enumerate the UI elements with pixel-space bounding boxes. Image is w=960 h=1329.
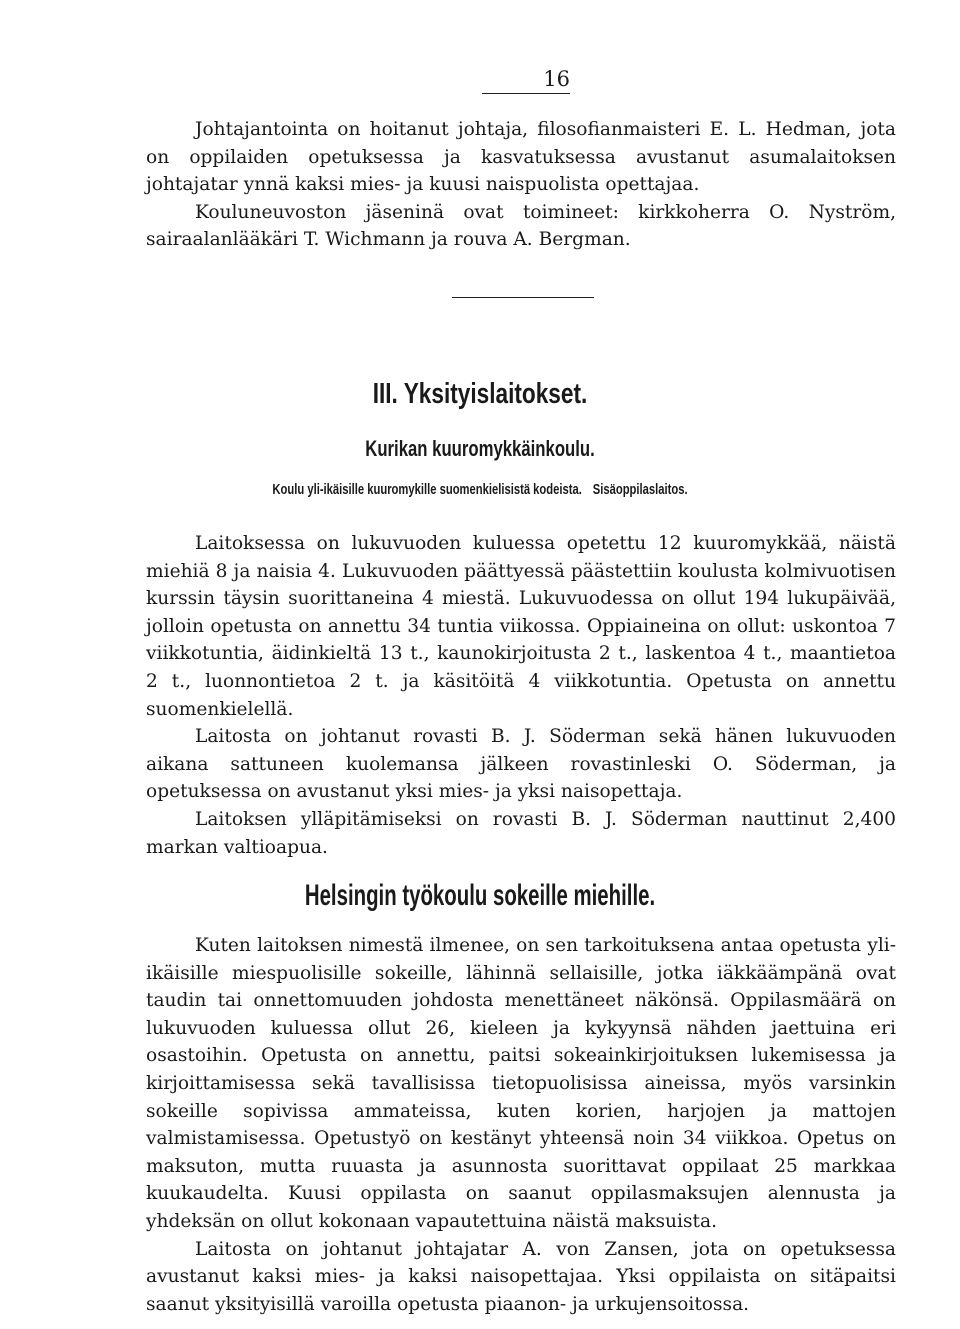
section-heading: III. Yksityislaitokset. xyxy=(372,378,588,410)
intro-paragraph-1: Johtajantointa on hoitanut johtaja, filosofianmaisteri E. L. Hedman, jota on oppilaiden opetuksessa ja kasvatuksessa avustanut asumalaitoksen johtajatar ynnä kaksi mies- ja kuusi naispuolista opettajaa. xyxy=(146,119,896,196)
school-1-body xyxy=(146,530,896,861)
intro-paragraph-2: Kouluneuvoston jäseninä ovat toimineet: kirkkoherra O. Nyström, sairaalanlääkäri T. Wichmann ja rouva A. Bergman. xyxy=(146,201,896,251)
school-1-paragraph-2: Laitosta on johtanut rovasti B. J. Söderman sekä hänen lukuvuoden aikana sattuneen kuolemansa jälkeen rovastinleski O. Söderman, ja opetuksessa on avustanut yksi mies- ja yksi naisopettaja. xyxy=(146,726,896,803)
school-2-paragraph-2: Laitosta on johtanut johtajatar A. von Zansen, jota on opetuksessa avustanut kaksi mies- ja kaksi naisopettajaa. Yksi oppilaista on sitäpaitsi saanut yksityisillä varoilla opetusta piaanon- ja urkujensoitossa. xyxy=(146,1238,896,1315)
school-2-body xyxy=(146,932,896,1318)
page-number: 16 xyxy=(482,66,570,94)
school-1-title: Kurikan kuuromykkäinkoulu. xyxy=(365,436,595,461)
intro-text xyxy=(146,116,896,254)
school-2-title: Helsingin työkoulu sokeille miehille. xyxy=(304,879,656,912)
school-1-paragraph-1: Laitoksessa on lukuvuoden kuluessa opetettu 12 kuuromykkää, näistä miehiä 8 ja naisia 4. Lukuvuoden päättyessä päästettiin koulusta kolmivuotisen kurssin täysin suorittaneina 4 miestä. Lukuvuodessa on ollut 194 lukupäivää, jolloin opetusta on annettu 34 tuntia viikossa. Oppiaineina on ollut: uskontoa 7 viikkotuntia, äidinkieltä 13 t., kaunokirjoitusta 2 t., laskentoa 4 t., maantietoa 2 t., luonnontietoa 2 t. ja käsitöitä 4 viikkotuntia. Opetusta on annettu suomenkielellä. xyxy=(146,533,896,720)
school-1-paragraph-3: Laitoksen ylläpitämiseksi on rovasti B. J. Söderman nauttinut 2,400 markan valtioapua. xyxy=(146,808,896,858)
school-2-paragraph-1: Kuten laitoksen nimestä ilmenee, on sen tarkoituksena antaa opetusta yli-ikäisille miespuolisille sokeille, lähinnä sellaisille, jotka iäkkäämpänä ovat taudin tai onnettomuuden johdosta menettäneet näkönsä. Oppilasmäärä on lukuvuoden kuluessa ollut 26, kieleen ja kykyynsä nähden jaettuina eri osastoihin. Opetusta on annettu, paitsi sokeainkirjoituksen lukemisessa ja kirjoittamisessa sekä tavallisissa tietopuolisissa aineissa, myös varsinkin sokeille sopivissa ammateissa, kuten korien, harjojen ja mattojen valmistamisessa. Opetustyö on kestänyt yhteensä noin 34 viikkoa. Opetus on maksuton, mutta ruuasta ja asunnosta suorittavat oppilaat 25 markkaa kuukaudelta. Kuusi oppilasta on saanut oppilasmaksujen alennusta ja yhdeksän on ollut kokonaan vapautettuina näistä maksuista. xyxy=(146,935,896,1232)
school-1-subtitle-a: Koulu yli-ikäisille kuuromykille suomenkielisistä kodeista. xyxy=(272,482,582,498)
school-1-subtitle xyxy=(106,482,855,498)
school-1-subtitle-b: Sisäoppilaslaitos. xyxy=(592,482,688,498)
section-divider xyxy=(452,297,594,298)
